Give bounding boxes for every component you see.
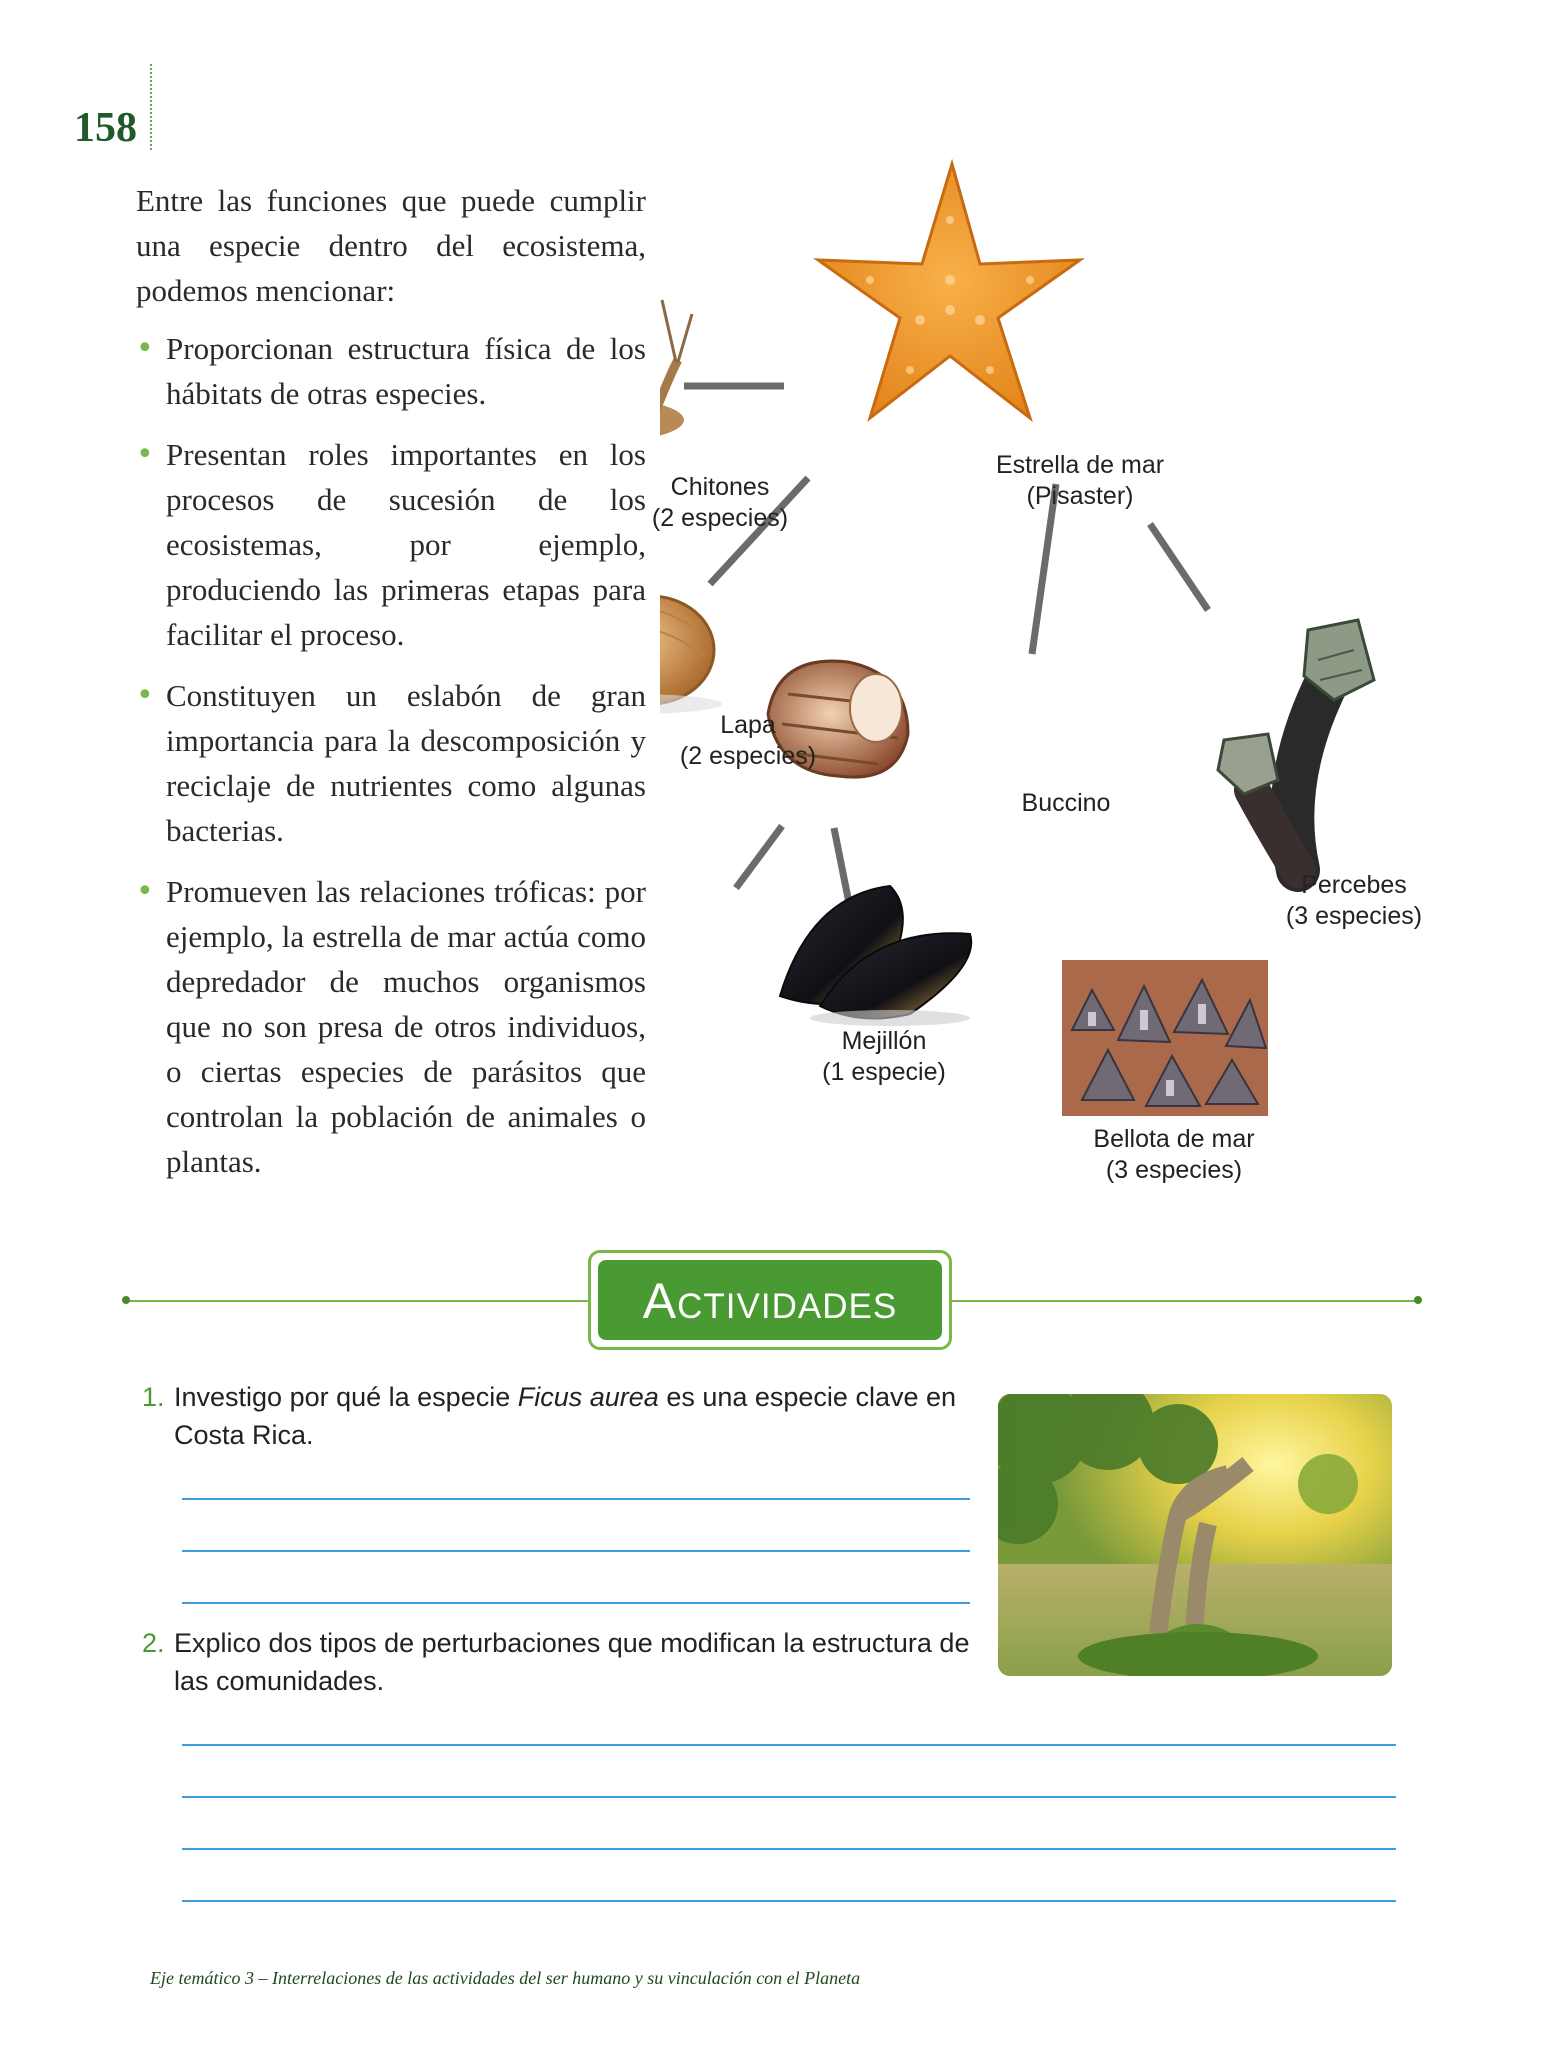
intro-paragraph: Entre las funciones que puede cumplir una especie dentro del ecosistema, podemos mencionar: [136,183,646,308]
divider-dot-left [122,1296,130,1304]
buccino-label: Buccino [1021,789,1111,817]
bullet-icon: • [136,678,154,713]
bullet-icon: • [136,874,154,909]
mejillon-label: Mejillón (1 especie) [822,1027,946,1086]
answer-line[interactable] [182,1900,1396,1902]
list-item: • Promueven las relaciones tróficas: por ejemplo, la estrella de mar actúa como depredador de muchos organismos que no son presa de otros individuos, o ciertas especies de parásitos que controlan la población de animales o plantas. [136,869,646,1184]
ficus-tree-photo [998,1394,1392,1676]
list-item: • Proporcionan estructura física de los hábitats de otras especies. [136,326,646,416]
activities-header [588,1250,952,1350]
list-item: • Presentan roles importantes en los procesos de sucesión de los ecosistemas, por ejemplo, produciendo las primeras etapas para facilitar el proceso. [136,432,646,657]
question-2: 2. Explico dos tipos de perturbaciones que modifican la estructura de las comunidades. [174,1624,974,1700]
snail-illustration [660,300,692,442]
species-name: Ficus aurea [517,1382,659,1412]
page-number-rule [150,64,152,150]
clam-illustration [660,578,722,714]
activities-title: Actividades [598,1260,942,1340]
answer-line[interactable] [182,1796,1396,1798]
goose-barnacle-illustration [1218,620,1374,870]
answer-line[interactable] [182,1498,970,1500]
answer-line[interactable] [182,1550,970,1552]
food-web-diagram [651,150,1480,1210]
starfish-illustration [818,164,1080,418]
mussel-illustration [780,886,971,1026]
answer-line[interactable] [182,1848,1396,1850]
page-number: 158 [74,105,137,151]
bullet-icon: • [136,437,154,472]
estrella-label: Estrella de mar (Pisaster) [995,451,1165,510]
question-1: 1. Investigo por qué la especie Ficus aurea es una especie clave en Costa Rica. [174,1378,974,1454]
functions-list [136,326,646,1200]
percebes-label: Percebes (3 especies) [1285,871,1423,930]
answer-line[interactable] [182,1744,1396,1746]
question-number: 1. [142,1382,165,1412]
bullet-icon: • [136,331,154,366]
acorn-barnacle-photo [1062,960,1268,1116]
lapa-label: Lapa (2 especies) [679,711,817,770]
list-item: • Constituyen un eslabón de gran importancia para la descomposición y reciclaje de nutrientes como algunas bacterias. [136,673,646,853]
chitones-label: Chitones (2 especies) [651,473,789,532]
divider-dot-right [1414,1296,1422,1304]
ficus-tree-graphics [998,1394,1392,1676]
question-number: 2. [142,1628,165,1658]
answer-line[interactable] [182,1602,970,1604]
bellota-label: Bellota de mar (3 especies) [1093,1125,1255,1184]
page-footer: Eje temático 3 – Interrelaciones de las actividades del ser humano y su vinculación con el Planeta [150,1968,861,1988]
